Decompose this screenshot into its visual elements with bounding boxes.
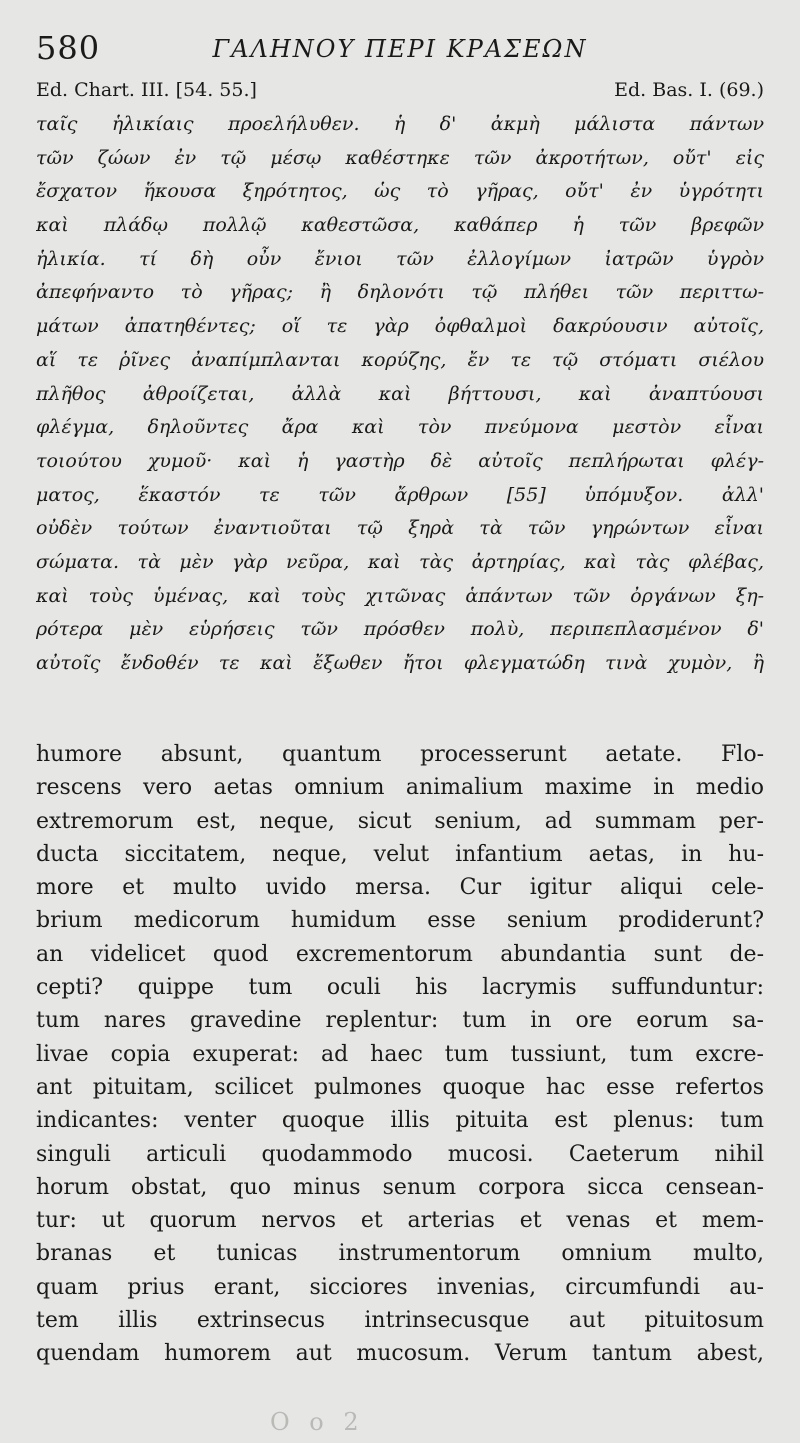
greek-line: τῶν ζώων ἐν τῷ μέσῳ καθέστηκε τῶν ἀκροτήτων, οὔτ' εἰς: [36, 146, 764, 169]
latin-line: tum nares gravedine replentur: tum in ore eorum sa-: [36, 1008, 764, 1034]
greek-text-block: [36, 108, 764, 681]
latin-line: tem illis extrinsecus intrinsecusque aut pituitosum: [36, 1308, 764, 1334]
latin-line: indicantes: venter quoque illis pituita est plenus: tum: [36, 1108, 764, 1134]
latin-line: an videlicet quod excrementorum abundantia sunt de-: [36, 941, 764, 967]
latin-line: tur: ut quorum nervos et arterias et venas et mem-: [36, 1208, 764, 1234]
greek-line: πλῆθος ἀθροίζεται, ἀλλὰ καὶ βήττουσι, καὶ ἀναπτύουσι: [36, 382, 764, 405]
greek-line: μάτων ἀπατηθέντες; οἵ τε γὰρ ὀφθαλμοὶ δακρύουσιν αὐτοῖς,: [36, 315, 764, 338]
greek-line: ματος, ἕκαστόν τε τῶν ἄρθρων [55] ὑπόμυξον. ἀλλ': [36, 483, 764, 506]
latin-line: branas et tunicas instrumentorum omnium multo,: [36, 1241, 764, 1267]
greek-line: αὐτοῖς ἔνδοθέν τε καὶ ἔξωθεν ἤτοι φλεγματώδη τινὰ χυμὸν, ἢ: [36, 652, 764, 674]
edition-reference-chartier: Ed. Chart. III. [54. 55.]: [36, 79, 257, 101]
latin-line: quam prius erant, sicciores invenias, circumfundi au-: [36, 1274, 764, 1300]
page-number: 580: [36, 29, 101, 67]
running-title: ΓΑΛΗΝΟΥ ΠΕΡΙ ΚΡΑΣΕΩΝ: [212, 35, 588, 63]
latin-line: cepti? quippe tum oculi his lacrymis suffunduntur:: [36, 975, 764, 1001]
greek-line: καὶ τοὺς ὑμένας, καὶ τοὺς χιτῶνας ἁπάντων τῶν ὀργάνων ξη-: [36, 584, 764, 607]
greek-line: ἀπεφήναντο τὸ γῆρας; ἢ δηλονότι τῷ πλήθει τῶν περιττω-: [36, 281, 764, 304]
greek-line: αἵ τε ῥῖνες ἀναπίμπλανται κορύζης, ἔν τε τῷ στόματι σιέλου: [36, 348, 764, 371]
greek-line: ρότερα μὲν εὑρήσεις τῶν πρόσθεν πολὺ, περιπεπλασμένον δ': [36, 618, 764, 641]
greek-line: οὐδὲν τούτων ἐναντιοῦται τῷ ξηρὰ τὰ τῶν γηρώντων εἶναι: [36, 517, 764, 540]
latin-line: ant pituitam, scilicet pulmones quoque hac esse refertos: [36, 1074, 764, 1100]
latin-line: humore absunt, quantum processerunt aetate. Flo-: [36, 742, 764, 767]
greek-line: τοιούτου χυμοῦ· καὶ ἡ γαστὴρ δὲ αὐτοῖς πεπλήρωται φλέγ-: [36, 449, 764, 472]
greek-line: ταῖς ἡλικίαις προελήλυθεν. ἡ δ' ἀκμὴ μάλιστα πάντων: [36, 113, 764, 135]
latin-line: singuli articuli quodammodo mucosi. Caeterum nihil: [36, 1141, 764, 1167]
latin-line: rescens vero aetas omnium animalium maxime in medio: [36, 775, 764, 801]
latin-line: horum obstat, quo minus senum corpora sicca censean-: [36, 1174, 764, 1200]
greek-line: καὶ πλάδῳ πολλῷ καθεστῶσα, καθάπερ ἡ τῶν βρεφῶν: [36, 214, 764, 237]
latin-line: extremorum est, neque, sicut senium, ad summam per-: [36, 808, 764, 834]
latin-line: brium medicorum humidum esse senium prodiderunt?: [36, 908, 764, 934]
greek-line: φλέγμα, δηλοῦντες ἄρα καὶ τὸν πνεύμονα μεστὸν εἶναι: [36, 416, 764, 439]
bleed-through-signature: O o 2: [270, 1408, 365, 1436]
latin-line: quendam humorem aut mucosum. Verum tantum abest,: [36, 1341, 764, 1367]
edition-reference-basel: Ed. Bas. I. (69.): [614, 79, 764, 101]
greek-line: ἡλικία. τί δὴ οὖν ἔνιοι τῶν ἐλλογίμων ἰατρῶν ὑγρὸν: [36, 247, 764, 270]
latin-line: ducta siccitatem, neque, velut infantium aetas, in hu-: [36, 841, 764, 867]
latin-line: more et multo uvido mersa. Cur igitur aliqui cele-: [36, 875, 764, 901]
latin-text-block: [36, 738, 764, 1371]
greek-line: ἔσχατον ἥκουσα ξηρότητος, ὡς τὸ γῆρας, οὔτ' ἐν ὑγρότητι: [36, 180, 764, 203]
greek-line: σώματα. τὰ μὲν γὰρ νεῦρα, καὶ τὰς ἀρτηρίας, καὶ τὰς φλέβας,: [36, 550, 764, 573]
latin-line: livae copia exuperat: ad haec tum tussiunt, tum excre-: [36, 1041, 764, 1067]
